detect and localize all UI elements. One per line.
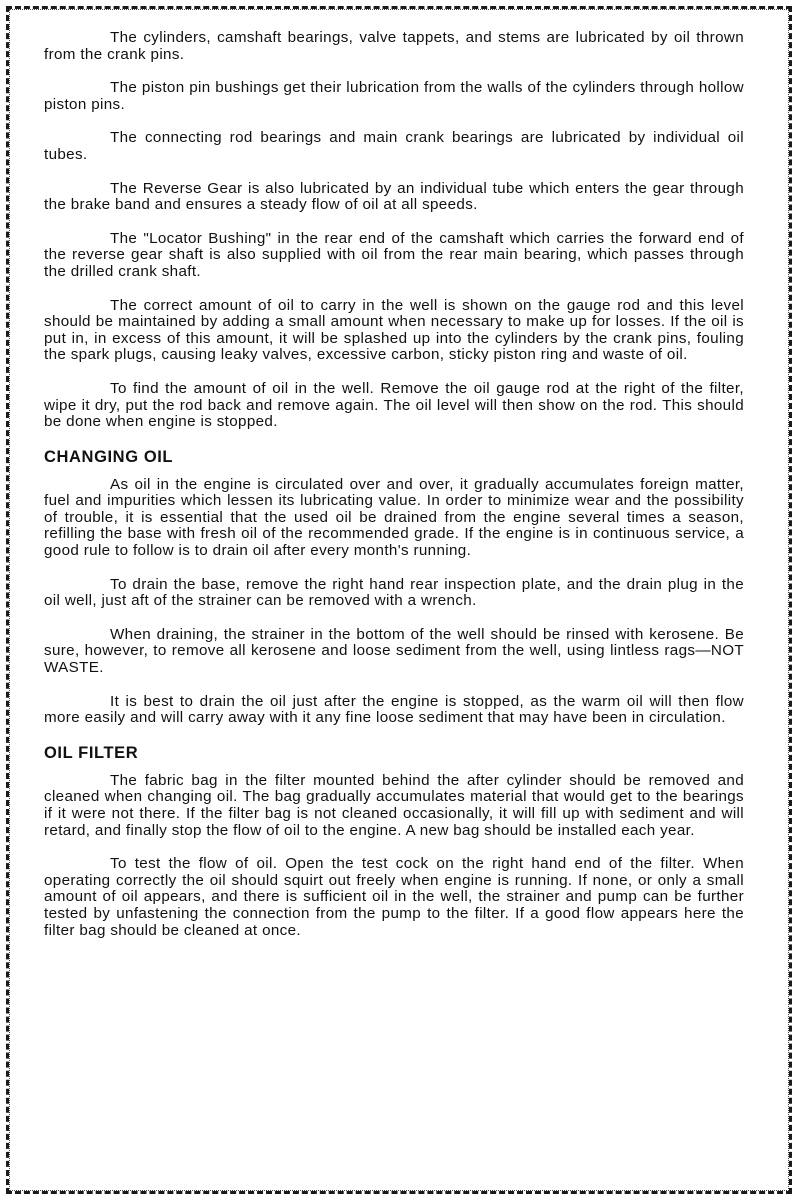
paragraph-cylinders: The cylinders, camshaft bearings, valve tappets, and stems are lubricated by oil thrown from the crank pins. <box>44 29 744 63</box>
paragraph-find-oil-level: To find the amount of oil in the well. Remove the oil gauge rod at the right of the filter, wipe it dry, put the rod back and remove again. The oil level will then show on the rod. This should be done when engine is stopped. <box>44 379 744 431</box>
heading-oil-filter: OIL FILTER <box>44 743 139 762</box>
document-body <box>44 30 744 956</box>
paragraph-oil-filter-1: The fabric bag in the filter mounted behind the after cylinder should be removed and cleaned when changing oil. The bag gradually accumulates material that would get to the bearings if it were not there. If the filter bag is not cleaned occasionally, it will fill up with sediment and will retard, and finally stop the flow of oil to the engine. A new bag should be installed each year. <box>44 771 744 839</box>
paragraph-changing-oil-2: To drain the base, remove the right hand rear inspection plate, and the drain plug in the oil well, just aft of the strainer can be removed with a wrench. <box>44 575 744 610</box>
paragraph-piston-pin: The piston pin bushings get their lubrication from the walls of the cylinders through hollow piston pins. <box>44 79 744 113</box>
paragraph-reverse-gear: The Reverse Gear is also lubricated by an individual tube which enters the gear through the brake band and ensures a steady flow of oil at all speeds. <box>44 179 744 214</box>
paragraph-connecting-rod: The connecting rod bearings and main crank bearings are lubricated by individual oil tubes. <box>44 129 744 163</box>
paragraph-changing-oil-4: It is best to drain the oil just after the engine is stopped, as the warm oil will then flow more easily and will carry away with it any fine loose sediment that may have been in circulation. <box>44 692 744 727</box>
paragraph-oil-amount: The correct amount of oil to carry in the well is shown on the gauge rod and this level should be maintained by adding a small amount when necessary to make up for losses. If the oil is put in, in excess of this amount, it will be splashed up into the cylinders by the crank pins, fouling the spark plugs, causing leaky valves, excessive carbon, sticky piston ring and waste of oil. <box>44 296 744 364</box>
heading-changing-oil: CHANGING OIL <box>44 447 174 466</box>
paragraph-changing-oil-3: When draining, the strainer in the bottom of the well should be rinsed with kerosene. Be sure, however, to remove all kerosene and loose sediment from the well, using lintless rags—NOT WASTE. <box>44 625 744 677</box>
paragraph-oil-filter-2: To test the flow of oil. Open the test cock on the right hand end of the filter. When operating correctly the oil should squirt out freely when engine is running. If none, or only a small amount of oil appears, and there is sufficient oil in the well, the strainer and pump can be further tested by unfastening the connection from the pump to the filter. If a good flow appears here the filter bag should be cleaned at once. <box>44 855 744 939</box>
paragraph-locator-bushing: The "Locator Bushing" in the rear end of the camshaft which carries the forward end of the reverse gear shaft is also supplied with oil from the rear main bearing, which passes through the drilled crank shaft. <box>44 229 744 280</box>
paragraph-changing-oil-1: As oil in the engine is circulated over and over, it gradually accumulates foreign matter, fuel and impurities which lessen its lubricating value. In order to minimize wear and the possibility of trouble, it is essential that the used oil be drained from the engine several times a season, refilling the base with fresh oil of the recommended grade. If the engine is in continuous service, a good rule to follow is to drain oil after every month's running. <box>44 475 744 560</box>
